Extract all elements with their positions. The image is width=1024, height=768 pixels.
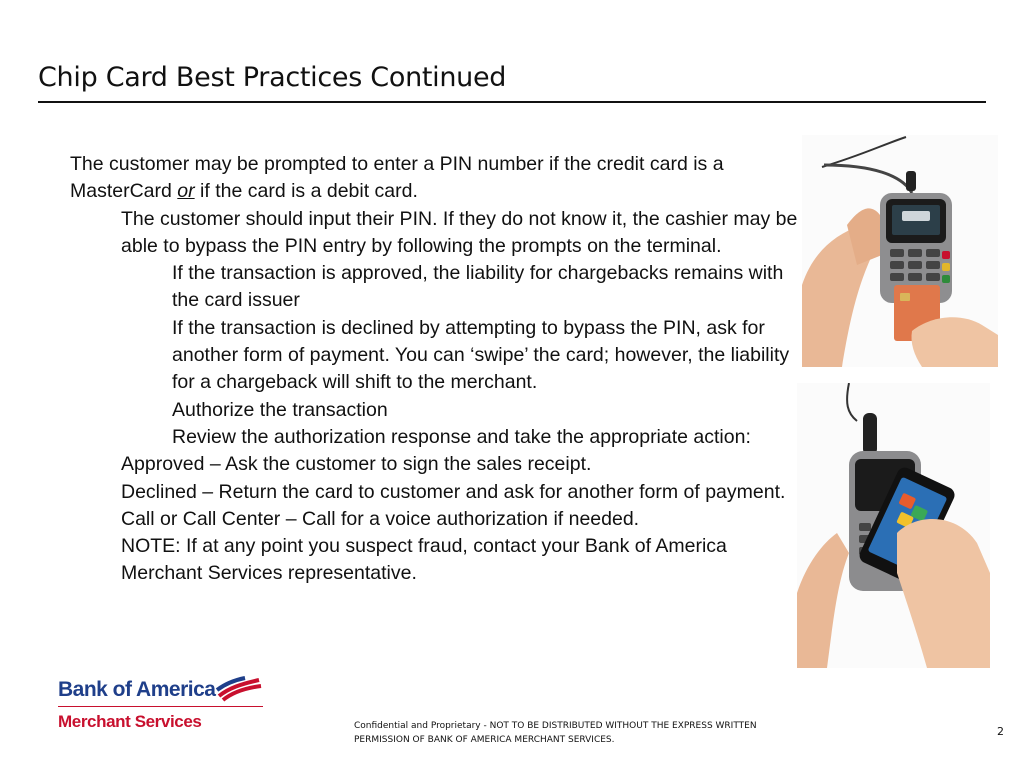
approved-paragraph: Approved – Ask the customer to sign the sales receipt. [121, 453, 592, 476]
chip-card-insert-terminal-photo [802, 135, 998, 367]
mobile-tap-pay-terminal-photo [797, 383, 990, 668]
declined-paragraph: Declined – Return the card to customer and ask for another form of payment. [121, 480, 786, 503]
logo-wordmark: Bank of America [58, 678, 216, 701]
intro-text-b: if the card is a debit card. [194, 180, 418, 203]
pin-input-paragraph: The customer should input their PIN. If they do not know it, the cashier may be able to bypass the PIN entry by following the prompts on the terminal. [121, 207, 798, 257]
page-number: 2 [997, 725, 1004, 738]
logo-divider [58, 706, 263, 707]
intro-or-emphasis: or [177, 180, 195, 203]
authorize-paragraph: Authorize the transaction [172, 398, 388, 421]
slide-title: Chip Card Best Practices Continued [38, 62, 507, 93]
footer-line-2: PERMISSION OF BANK OF AMERICA MERCHANT SERVICES. [354, 735, 615, 745]
footer-line-1: Confidential and Proprietary - NOT TO BE DISTRIBUTED WITHOUT THE EXPRESS WRITTEN [354, 721, 757, 731]
note-paragraph: NOTE: If at any point you suspect fraud, contact your Bank of America Merchant Services representative. [121, 535, 727, 585]
slide-body [70, 151, 800, 588]
bank-of-america-merchant-services-logo [58, 676, 308, 736]
review-paragraph: Review the authorization response and take the appropriate action: [172, 425, 751, 448]
intro-paragraph [70, 151, 800, 206]
logo-subtitle: Merchant Services [58, 712, 202, 731]
confidentiality-footer [354, 719, 784, 747]
declined-bypass-paragraph: If the transaction is declined by attempting to bypass the PIN, ask for another form of payment. You can ‘swipe’ the card; however, the liability for a chargeback will shift to the merchant. [172, 316, 790, 394]
flag-icon [215, 676, 263, 702]
call-center-paragraph: Call or Call Center – Call for a voice authorization if needed. [121, 507, 640, 530]
intro-text-a: The customer may be prompted to enter a PIN number if the credit card is a MasterCard [70, 153, 724, 203]
approved-liability-paragraph: If the transaction is approved, the liability for chargebacks remains with the card issuer [172, 262, 784, 312]
title-underline [38, 101, 986, 103]
